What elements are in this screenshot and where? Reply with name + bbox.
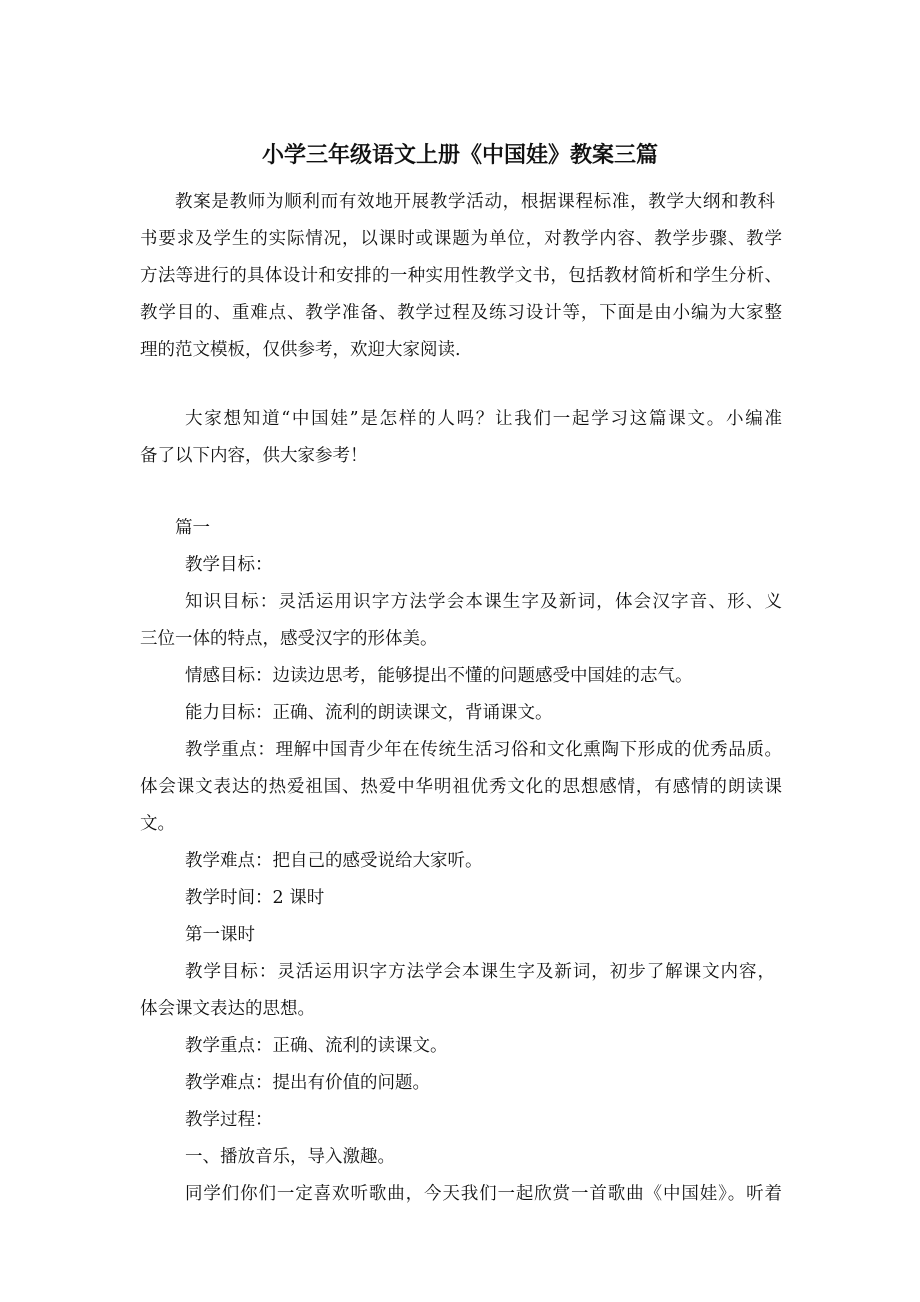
lesson-goal-line-2: 体会课文表达的思想。 [140,999,315,1019]
teaching-goals-label: 教学目标： [185,555,273,575]
intro-line-4: 教学目的、重难点、教学准备、教学过程及练习设计等，下面是由小编为大家整 [140,303,782,323]
teaching-process-label: 教学过程： [185,1110,273,1130]
knowledge-goal-line-2: 三位一体的特点，感受汉字的形体美。 [140,629,438,649]
knowledge-goal-line-1: 知识目标：灵活运用识字方法学会本课生字及新词，体会汉字音、形、义 [185,592,782,612]
lead-line-2: 备了以下内容，供大家参考！ [140,446,368,466]
lesson-goal-line-1: 教学目标：灵活运用识字方法学会本课生字及新词，初步了解课文内容， [185,962,775,982]
key-point-line-3: 文。 [140,814,175,834]
section-heading: 篇一 [175,518,210,538]
key-point-line-2: 体会课文表达的热爱祖国、热爱中华明祖优秀文化的思想感情，有感情的朗读课 [140,777,782,797]
teaching-difficulty: 教学难点：把自己的感受说给大家听。 [185,851,483,871]
lesson-difficulty: 教学难点：提出有价值的问题。 [185,1073,430,1093]
key-point-line-1: 教学重点：理解中国青少年在传统生活习俗和文化熏陶下形成的优秀品质。 [185,740,782,760]
intro-line-2: 书要求及学生的实际情况，以课时或课题为单位，对教学内容、教学步骤、教学 [140,229,782,249]
step-one-text: 同学们你们一定喜欢听歌曲，今天我们一起欣赏一首歌曲《中国娃》。听着 [185,1184,782,1204]
step-one-heading: 一、播放音乐，导入激趣。 [185,1147,395,1167]
teaching-time: 教学时间：2 课时 [185,888,325,908]
lesson-key-point: 教学重点：正确、流利的读课文。 [185,1036,448,1056]
lead-line-1: 大家想知道“中国娃”是怎样的人吗？让我们一起学习这篇课文。小编准 [185,409,782,429]
intro-line-3: 方法等进行的具体设计和安排的一种实用性教学文书，包括教材简析和学生分析、 [140,266,782,286]
ability-goal: 能力目标：正确、流利的朗读课文，背诵课文。 [185,703,553,723]
lesson-one-heading: 第一课时 [185,925,255,945]
intro-line-5: 理的范文模板，仅供参考，欢迎大家阅读. [140,340,461,360]
emotion-goal: 情感目标：边读边思考，能够提出不懂的问题感受中国娃的志气。 [185,666,693,686]
intro-line-1: 教案是教师为顺利而有效地开展教学活动，根据课程标准，教学大纲和教科 [175,192,775,212]
document-title: 小学三年级语文上册《中国娃》教案三篇 [261,143,658,168]
